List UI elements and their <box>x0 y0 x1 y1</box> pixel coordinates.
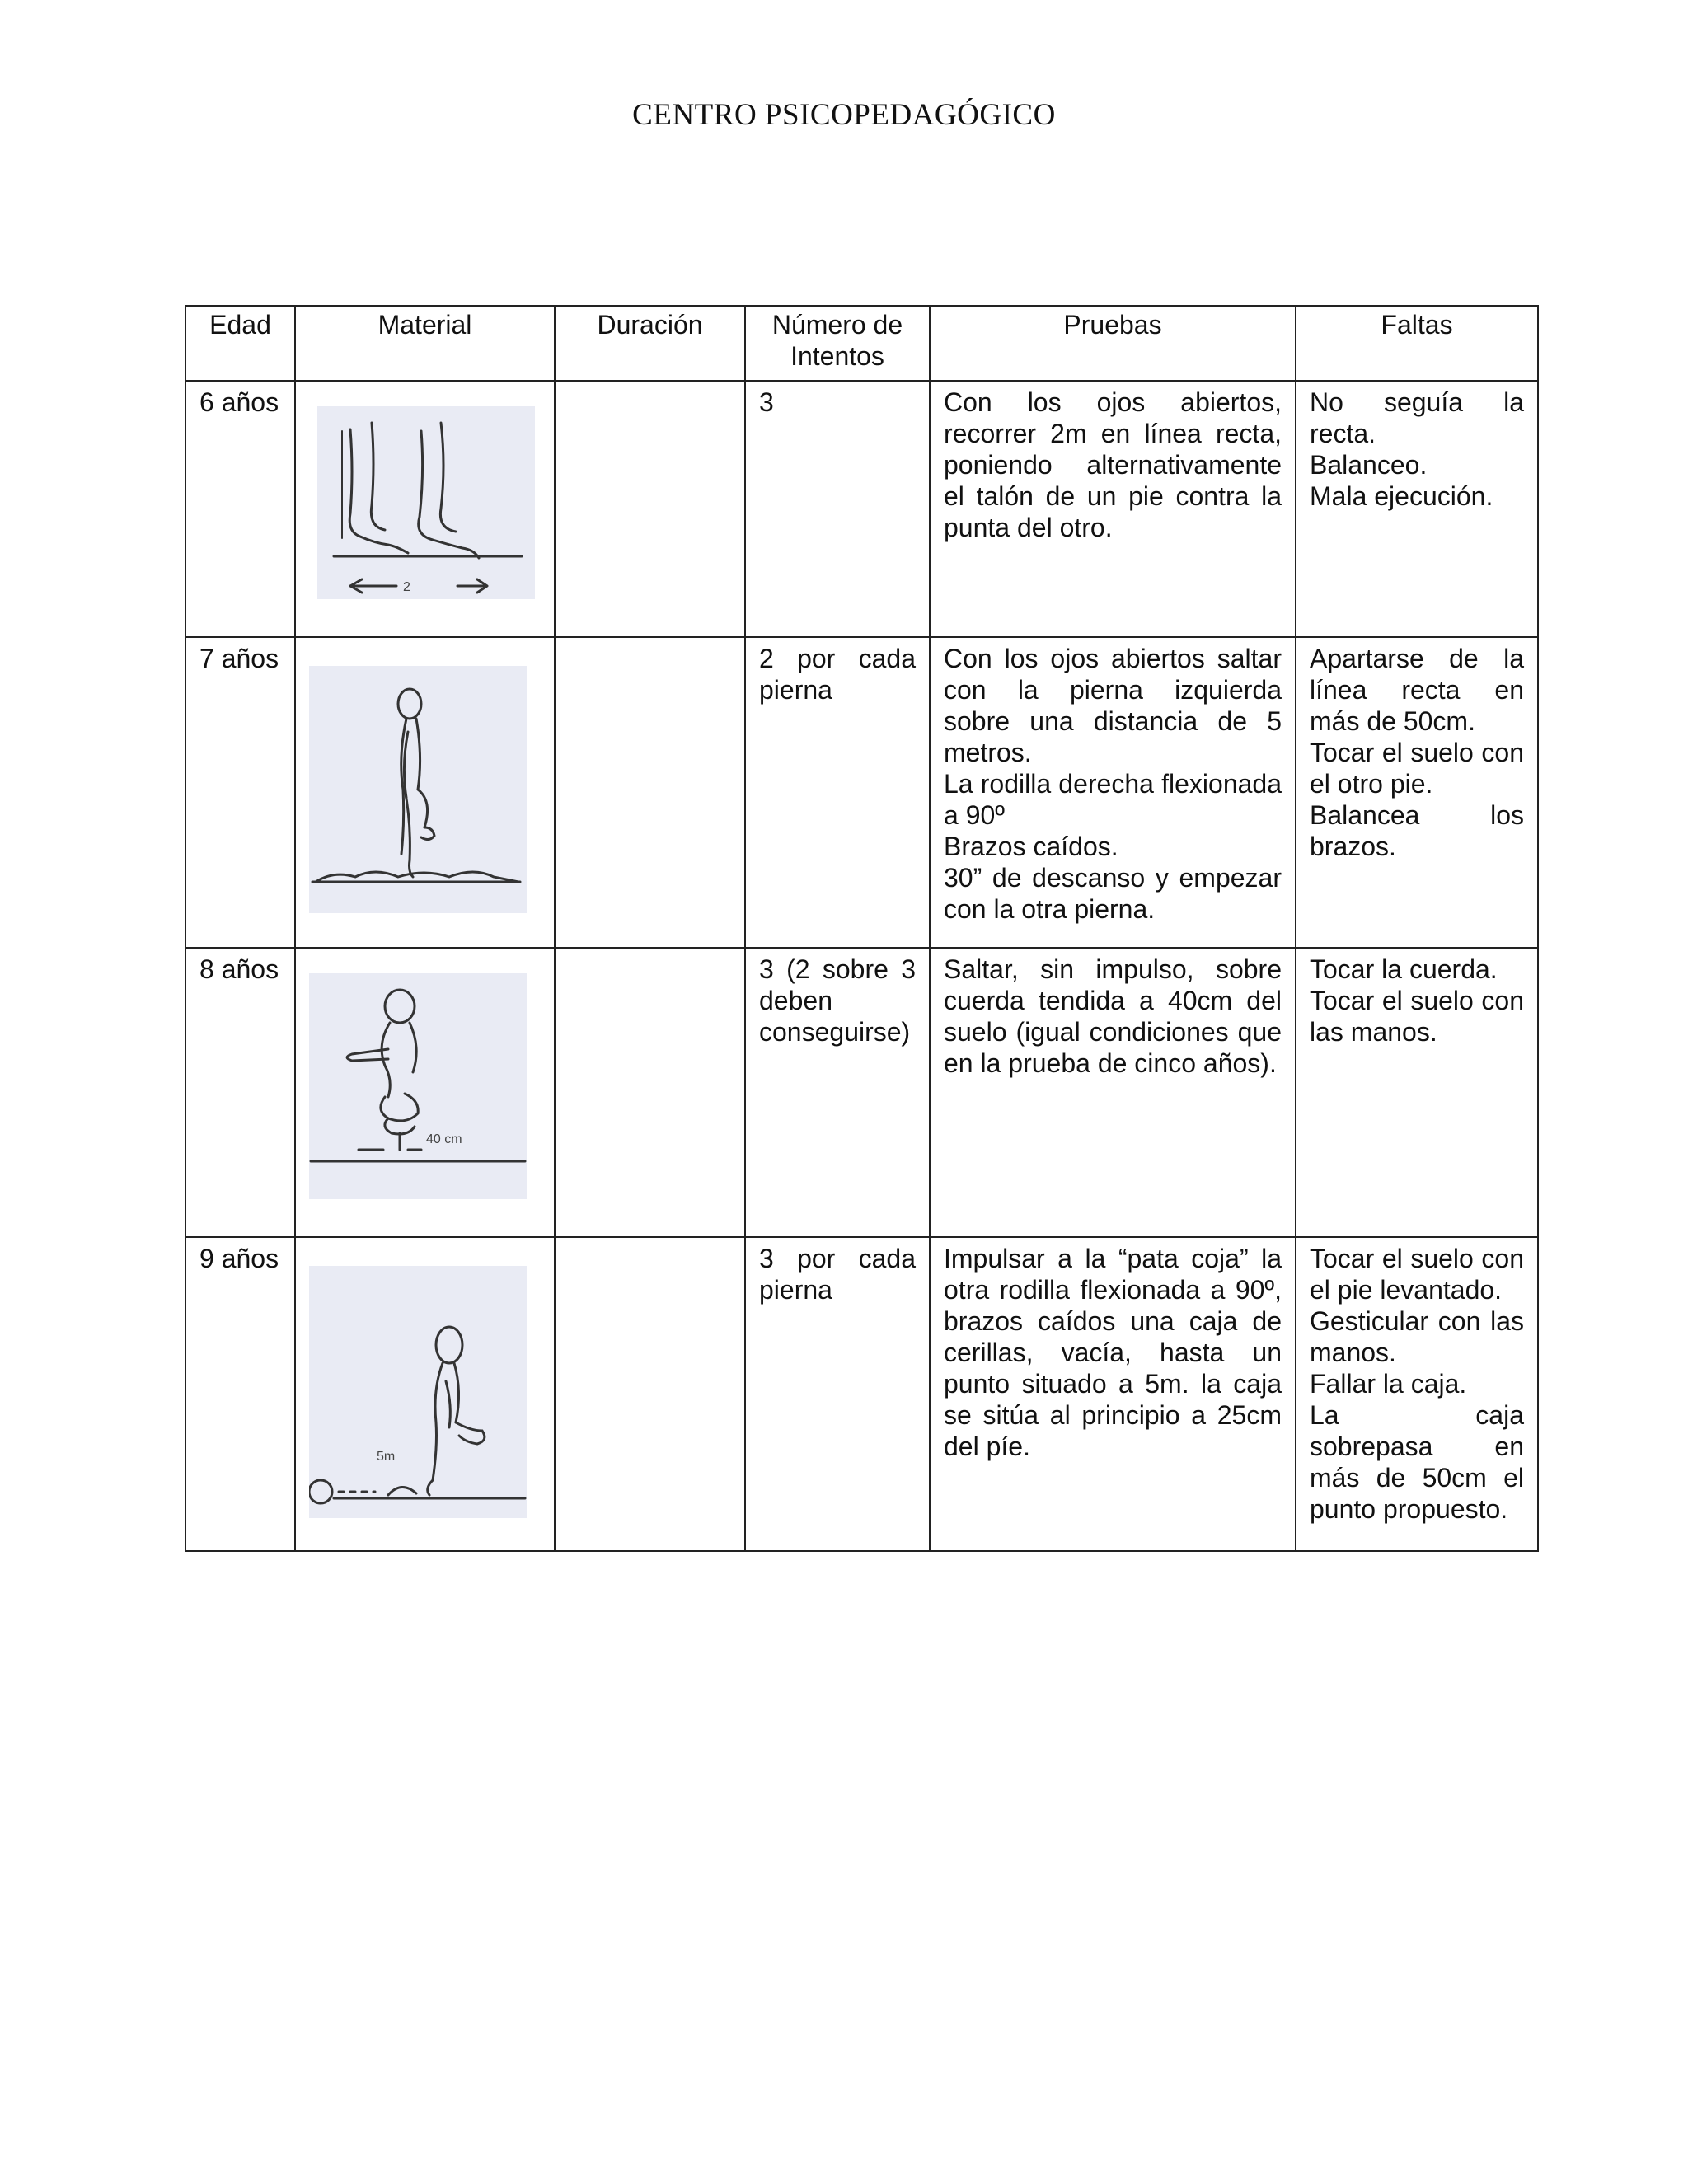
header-duracion: Duración <box>555 306 745 381</box>
falta-item: Balancea los brazos. <box>1310 800 1524 861</box>
cell-duracion <box>555 381 745 637</box>
falta-item: Tocar el suelo con las manos. <box>1310 986 1524 1047</box>
prueba-item: La rodilla derecha flexionada a 90º <box>944 769 1282 830</box>
falta-item: Fallar la caja. <box>1310 1369 1467 1399</box>
table-row <box>185 948 1538 1237</box>
falta-item: No seguía la recta. <box>1310 387 1524 448</box>
cell-edad: 9 años <box>185 1237 295 1551</box>
header-intentos: Número de Intentos <box>745 306 930 381</box>
cell-duracion <box>555 1237 745 1551</box>
table-row <box>185 1237 1538 1551</box>
svg-text:2: 2 <box>403 580 410 594</box>
cell-faltas <box>1296 1237 1538 1551</box>
tests-table <box>185 305 1539 1552</box>
cell-material <box>295 1237 555 1551</box>
table-header-row <box>185 306 1538 381</box>
heel-to-toe-walk-icon <box>317 406 535 599</box>
cell-pruebas <box>930 637 1296 948</box>
header-edad: Edad <box>185 306 295 381</box>
cell-edad: 8 años <box>185 948 295 1237</box>
rope-height-label: 40 cm <box>426 1132 462 1146</box>
prueba-item: Brazos caídos. <box>944 832 1118 861</box>
table-row <box>185 637 1538 948</box>
prueba-item: 30” de descanso y empezar con la otra pierna. <box>944 863 1282 924</box>
cell-edad: 6 años <box>185 381 295 637</box>
cell-intentos: 3 (2 sobre 3 deben conseguirse) <box>745 948 930 1237</box>
cell-pruebas: Con los ojos abiertos, recorrer 2m en línea recta, poniendo alternativamente el talón de un pie contra la punta del otro. <box>930 381 1296 637</box>
falta-item: Gesticular con las manos. <box>1310 1306 1524 1367</box>
cell-duracion <box>555 637 745 948</box>
rope-jump-icon <box>309 973 527 1199</box>
cell-duracion <box>555 948 745 1237</box>
table-row <box>185 381 1538 637</box>
falta-item: Tocar el suelo con el otro pie. <box>1310 738 1524 799</box>
cell-faltas <box>1296 637 1538 948</box>
cell-material <box>295 381 555 637</box>
falta-item: Mala ejecución. <box>1310 481 1493 511</box>
header-pruebas: Pruebas <box>930 306 1296 381</box>
cell-intentos: 2 por cada pierna <box>745 637 930 948</box>
falta-item: Tocar el suelo con el pie levantado. <box>1310 1244 1524 1305</box>
prueba-item: Con los ojos abiertos saltar con la pierna izquierda sobre una distancia de 5 metros. <box>944 644 1282 767</box>
cell-material <box>295 637 555 948</box>
header-material: Material <box>295 306 555 381</box>
one-leg-hop-icon <box>309 666 527 913</box>
cell-pruebas: Impulsar a la “pata coja” la otra rodilla flexionada a 90º, brazos caídos una caja de cerillas, vacía, hasta un punto situado a 5m. la caja se sitúa al principio a 25cm del píe. <box>930 1237 1296 1551</box>
falta-item: Balanceo. <box>1310 450 1428 480</box>
box-kick-hop-icon <box>309 1266 527 1518</box>
cell-edad: 7 años <box>185 637 295 948</box>
cell-faltas <box>1296 948 1538 1237</box>
cell-material <box>295 948 555 1237</box>
page-title: CENTRO PSICOPEDAGÓGICO <box>632 98 1056 132</box>
cell-faltas <box>1296 381 1538 637</box>
cell-intentos: 3 por cada pierna <box>745 1237 930 1551</box>
distance-label: 5m <box>377 1450 396 1464</box>
cell-intentos: 3 <box>745 381 930 637</box>
cell-pruebas: Saltar, sin impulso, sobre cuerda tendida a 40cm del suelo (igual condiciones que en la prueba de cinco años). <box>930 948 1296 1237</box>
header-faltas: Faltas <box>1296 306 1538 381</box>
falta-item: La caja sobrepasa en más de 50cm el punto propuesto. <box>1310 1400 1524 1524</box>
falta-item: Tocar la cuerda. <box>1310 954 1498 984</box>
falta-item: Apartarse de la línea recta en más de 50cm. <box>1310 644 1524 736</box>
